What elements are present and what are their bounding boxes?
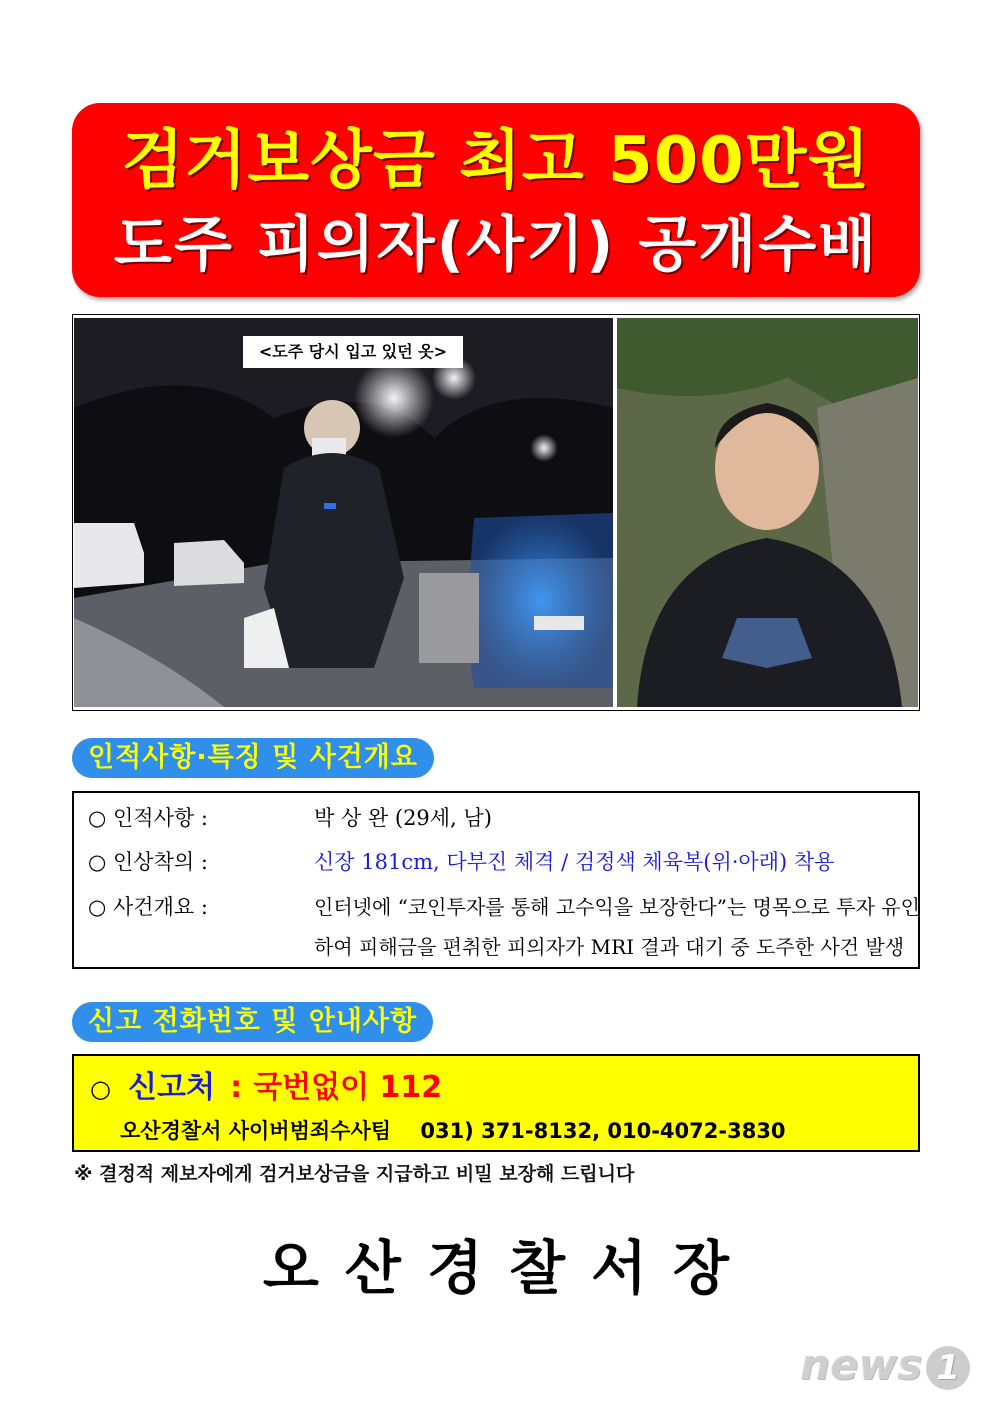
section-title-profile: 인적사항·특징 및 사건개요 [72, 738, 434, 778]
report-contact-box [72, 1054, 920, 1152]
report-bullet: ○ [90, 1075, 111, 1103]
news1-logo [800, 1340, 970, 1390]
wanted-headline: 도주 피의자(사기) 공개수배 [113, 210, 879, 280]
portrait-graphic [617, 318, 918, 707]
report-line [90, 1068, 442, 1108]
news1-logo-mark: 1 [926, 1346, 970, 1390]
section-title-report: 신고 전화번호 및 안내사항 [72, 1002, 433, 1042]
suspect-cctv-photo [74, 318, 613, 707]
reward-headline: 검거보상금 최고 500만원 [121, 124, 871, 198]
report-team-line [120, 1116, 786, 1146]
case-label: ○ 사건개요 : [88, 895, 208, 919]
case-value-line2: 하여 피해금을 편취한 피의자가 MRI 결과 대기 중 도주한 사건 발생 [314, 935, 905, 959]
identity-value: 박 상 완 (29세, 남) [314, 806, 492, 830]
photo-caption: <도주 당시 입고 있던 옷> [243, 336, 463, 368]
report-phones: 031) 371-8132, 010-4072-3830 [420, 1119, 786, 1143]
report-number: 국번없이 112 [253, 1070, 443, 1105]
suspect-portrait-photo [617, 318, 918, 707]
report-team: 오산경찰서 사이버범죄수사팀 [120, 1119, 392, 1143]
report-label: 신고처 [128, 1070, 215, 1105]
case-value-line1: 인터넷에 “코인투자를 통해 고수익을 보장한다”는 명목으로 투자 유인 [314, 895, 920, 919]
report-colon: : [230, 1070, 243, 1105]
suspect-info-box [72, 791, 920, 969]
identity-label: ○ 인적사항 : [88, 806, 208, 830]
cctv-scene-graphic [74, 318, 613, 707]
issuer-title: 오산경찰서장 [262, 1234, 756, 1302]
news1-logo-text: news [800, 1340, 923, 1389]
reward-banner [72, 103, 920, 297]
appearance-label: ○ 인상착의 : [88, 850, 208, 874]
confidentiality-note: ※ 결정적 제보자에게 검거보상금을 지급하고 비밀 보장해 드립니다 [74, 1163, 635, 1185]
appearance-value: 신장 181cm, 다부진 체격 / 검정색 체육복(위·아래) 착용 [314, 850, 835, 874]
